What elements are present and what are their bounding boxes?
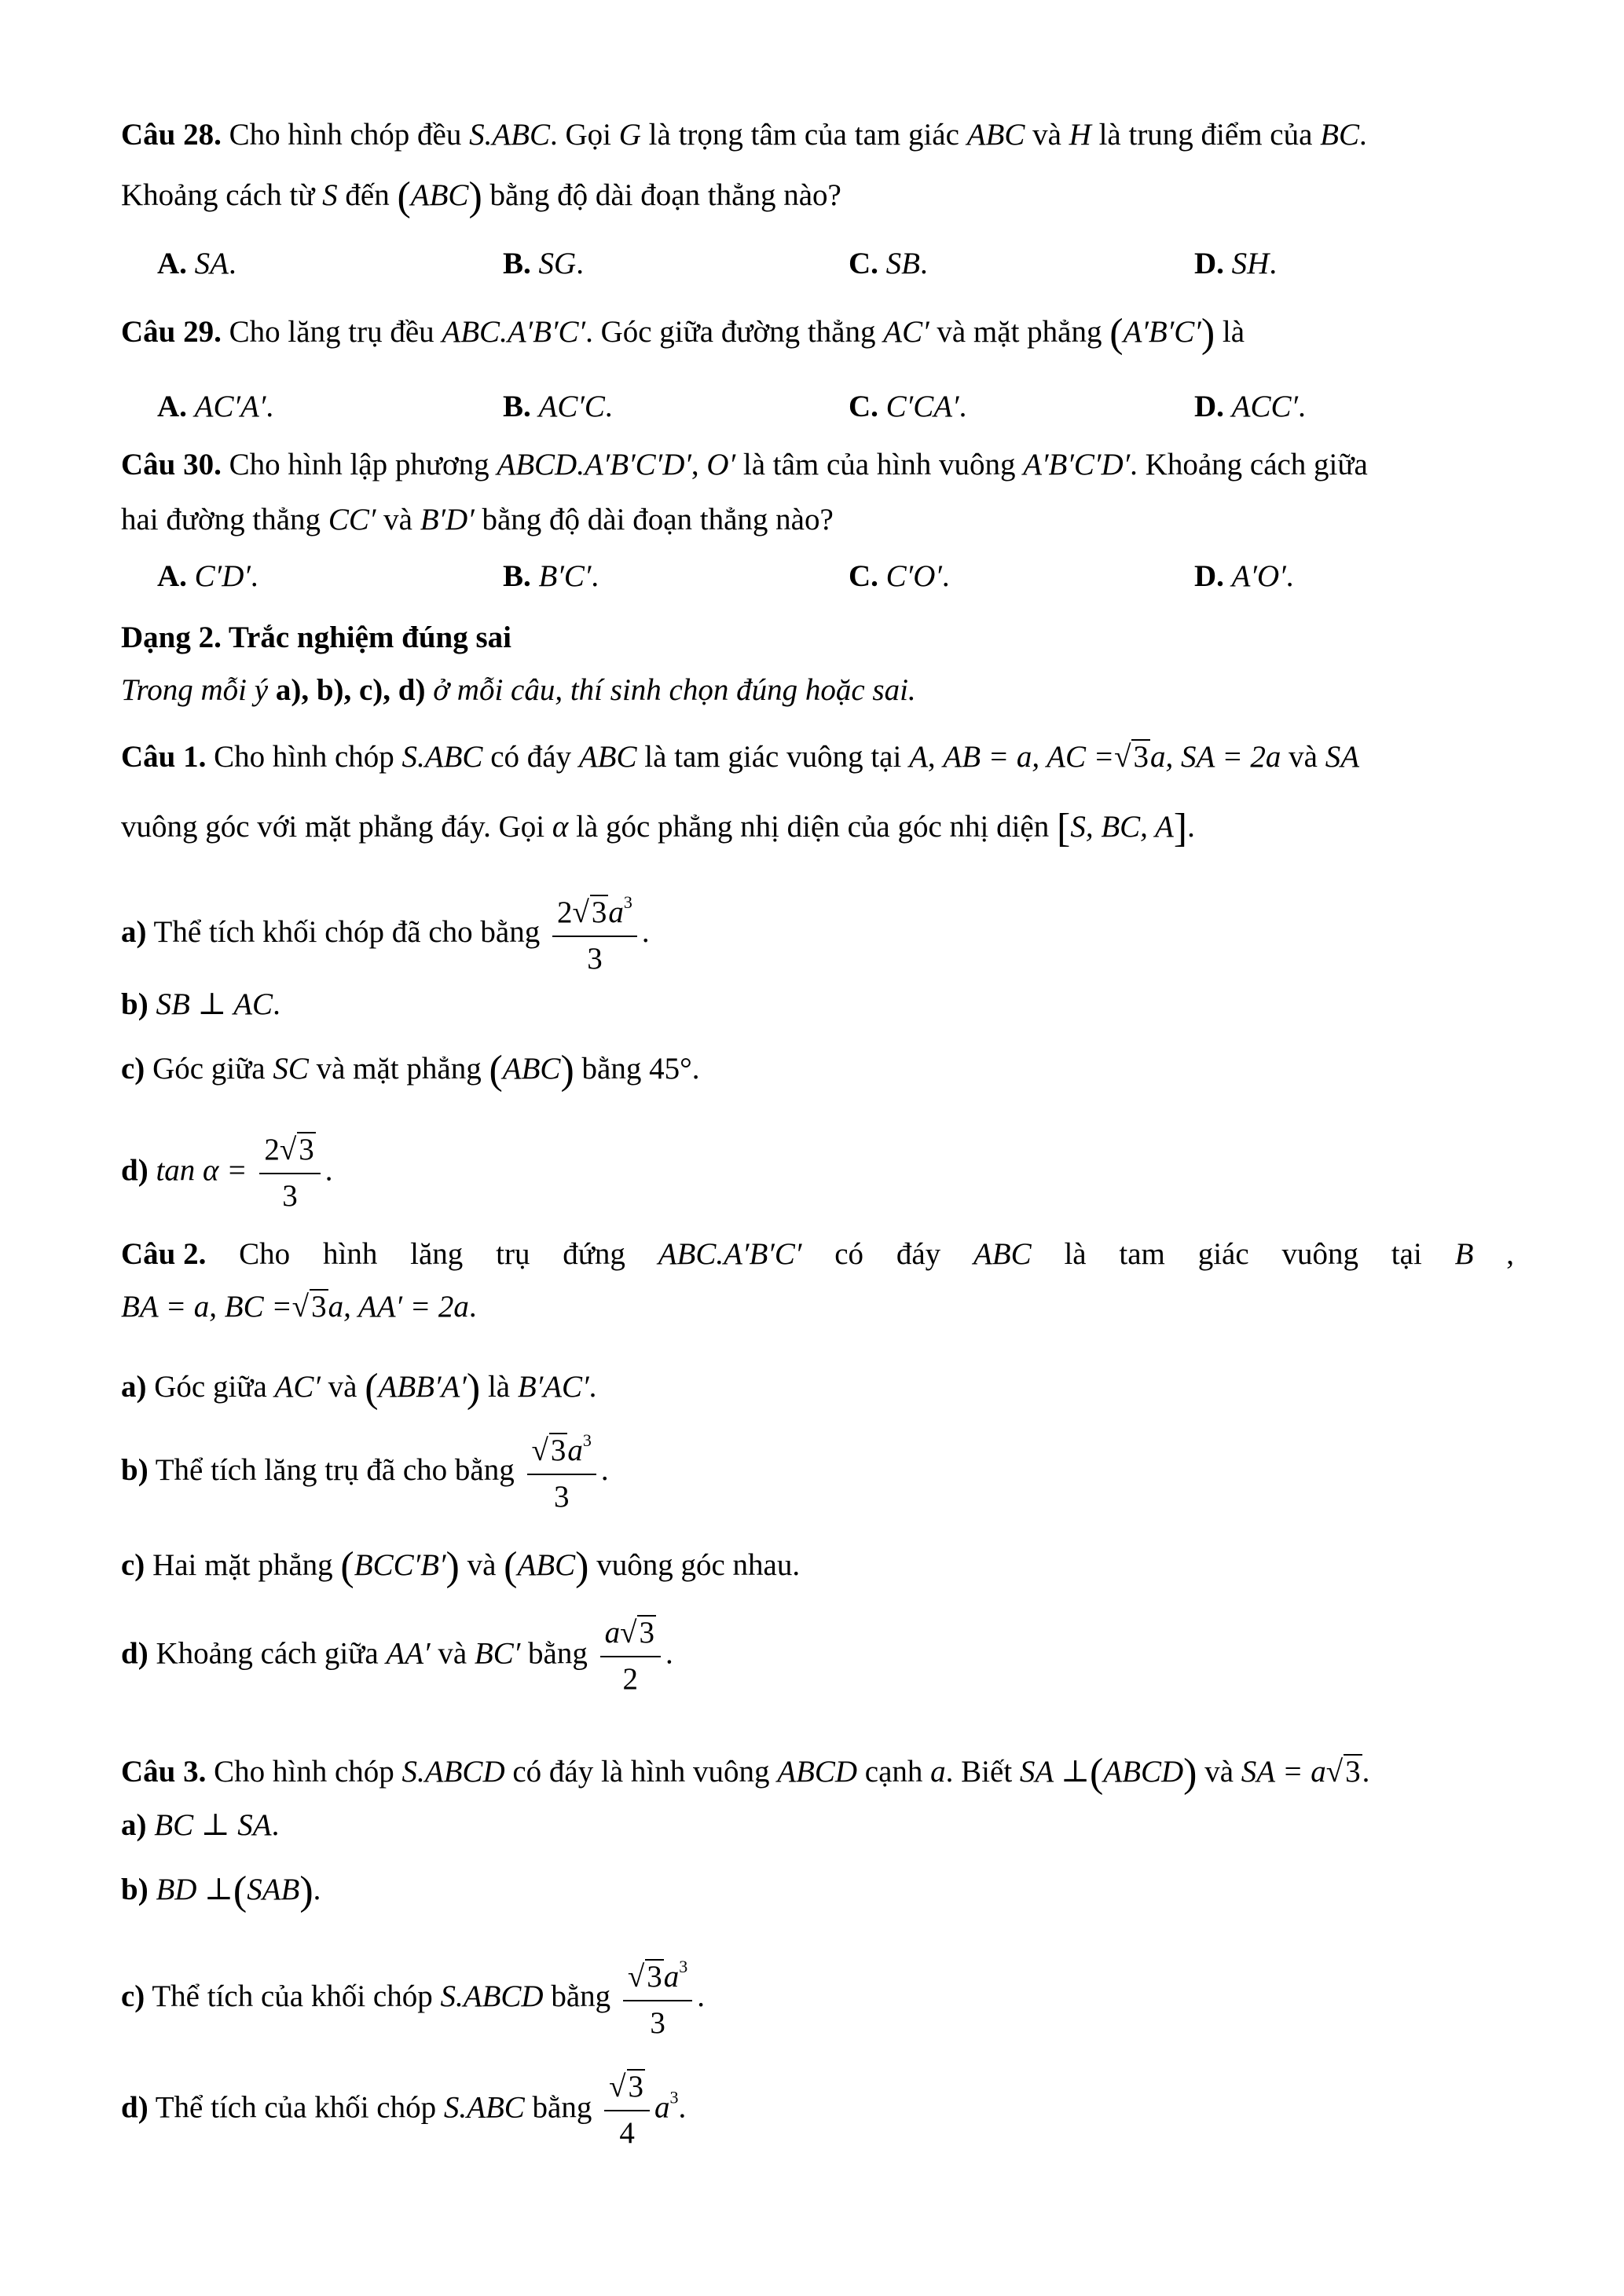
item-expr: BC′ [474,1636,521,1671]
option-key: B. [503,390,531,423]
option-key: B. [503,247,531,280]
item-label: d) [121,1153,148,1188]
section-instructions [121,672,1514,710]
frac-radicand: 3 [299,1133,314,1166]
c2-word: Cho [239,1237,291,1271]
item-text: và [438,1636,467,1671]
item-label: a) [121,1808,147,1842]
q30-line2 [121,501,1514,540]
q28-pyramid: S.ABC [469,118,550,152]
c2-word: lăng [410,1237,464,1271]
q28-option-c[interactable]: C. SB. [849,247,928,280]
item-expr: tan α = [156,1153,247,1188]
c2-vertex: B [1454,1237,1474,1271]
item-expr: S.ABC [443,2090,525,2125]
item-text: Thể tích của khối chóp [155,2090,437,2125]
c3-label: Câu 3. [121,1755,207,1789]
item-text: vuông góc nhau. [596,1548,801,1582]
frac-den: 3 [587,941,603,976]
c3-sa-radicand: 3 [1345,1755,1361,1789]
c3-sa: SA = a [1241,1755,1326,1789]
c3-text: có đáy là hình vuông [512,1755,770,1789]
item-label: c) [121,1979,145,2014]
c1-item-a: a) Thể tích khối chóp đã cho bằng $\frac{2√3a^3}{3}$ . [121,892,1514,979]
c1-alpha: α [552,810,569,844]
item-plane: ABB′A′ [378,1370,467,1404]
item-text: và [328,1370,357,1404]
item-text: và mặt phẳng [316,1052,482,1086]
section-title: Dạng 2. Trắc nghiệm đúng sai [121,621,511,654]
option-value: C′CA′ [885,390,959,423]
q30-text: , [691,448,699,482]
frac-radicand: 3 [550,1434,566,1467]
option-key: A. [157,247,187,280]
option-value: C′D′ [194,559,251,593]
q28-point-g: G [618,118,641,152]
item-expr: AA′ [386,1636,431,1671]
frac-radicand: 3 [639,1616,654,1650]
item-pow: 3 [669,2087,679,2107]
item-plane: SAB [247,1873,300,1906]
q30-line-bd: B′D′ [420,503,475,536]
c3-pyramid: S.ABCD [401,1755,505,1789]
q28-options [157,245,1514,287]
c3-text: cạnh [864,1755,923,1789]
c2-triangle: ABC [973,1237,1032,1271]
c1-edge: SA [1325,740,1360,774]
q30-option-d[interactable]: D. A′O′. [1194,559,1294,593]
q29-text: . Góc giữa đường thẳng [585,315,876,349]
instr-text: ở mỗi câu, thí sinh chọn đúng hoặc sai. [433,673,916,707]
c2-given: a, AA′ = 2a [328,1290,469,1324]
c1-item-d: d) tan α = $\frac{2√3}{3}$ . [121,1131,1514,1216]
item-plane: ABC [517,1548,576,1582]
c2-word: tam [1119,1237,1165,1271]
c2-item-a: a) Góc giữa AC′ và (ABB′A′) là B′AC′. [121,1366,597,1411]
frac-den: 2 [622,1661,639,1696]
instr-items: a), b), c), d) [275,673,426,707]
option-key: D. [1194,247,1224,280]
option-key: D. [1194,559,1224,593]
c1-line1: Câu 1. Cho hình chóp S.ABC có đáy ABC là tam giác vuông tại A, AB = a, AC =√3a, SA = 2a và SA [121,740,1360,774]
q28-text: . Gọi [550,118,611,152]
q28-point-s: S [322,178,338,212]
q28-line1: Câu 28. Cho hình chóp đều S.ABC. Gọi G là trọng tâm của tam giác ABC và H là trung điểm của BC. [121,118,1367,152]
q29-option-d[interactable]: D. ACC′. [1194,390,1306,423]
frac-pow: 3 [582,1430,592,1450]
c2-line1 [121,1236,1514,1274]
q30-cube: ABCD.A′B′C′D′ [497,448,691,482]
c2-word: trụ [496,1237,530,1271]
frac-radicand: 3 [628,2070,644,2104]
c2-word: đứng [563,1237,625,1271]
frac-var: a [608,895,624,929]
frac-radicand: 3 [591,895,607,929]
c2-b-fraction: $\frac{√3a^3}{3}$ [527,1430,596,1517]
q30-options [157,558,1514,600]
c2-label: Câu 2. [121,1237,207,1271]
c1-triangle: ABC [578,740,637,774]
c3-item-b: b) BD ⊥(SAB). [121,1869,321,1913]
c2-item-c: c) Hai mặt phẳng (BCC′B′) và (ABC) vuông góc nhau. [121,1544,801,1589]
c3-perp: SA ⊥ [1019,1755,1090,1789]
c3-item-a: a) BC ⊥ SA. [121,1808,280,1842]
c1-a-fraction: $\frac{2√3a^3}{3}$ [552,892,637,979]
c1-given: a, SA = 2a [1149,740,1281,774]
item-expr: AC′ [274,1370,321,1404]
option-key: D. [1194,390,1224,423]
q30-text: là tâm của hình vuông [742,448,1016,482]
option-value: A′O′ [1231,559,1286,593]
frac-coef: 2 [557,895,573,929]
frac-var: a [567,1434,583,1467]
item-text: Thể tích khối chóp đã cho bằng [153,915,541,950]
c3-c-fraction: $\frac{√3a^3}{3}$ [623,1956,692,2043]
q29-line1: Câu 29. Cho lăng trụ đều ABC.A′B′C′. Góc giữa đường thẳng AC′ và mặt phẳng (A′B′C′) là [121,311,1245,356]
c3-text: và [1204,1755,1234,1789]
item-label: a) [121,915,147,950]
q28-option-b[interactable]: B. SG. [503,247,584,280]
item-text: Thể tích lăng trụ đã cho bằng [155,1453,515,1488]
q29-label: Câu 29. [121,315,222,349]
q30-center: O′ [706,448,736,482]
q28-plane: ABC [410,178,469,212]
q30-text: và [383,503,412,536]
item-text: bằng [532,2090,592,2125]
q29-text: Cho lăng trụ đều [229,315,434,349]
c3-item-d: d) Thể tích của khối chóp S.ABC bằng $\frac{√3}{4}$ $a^3$. [121,2068,1514,2153]
c3-text: . Biết [945,1755,1013,1789]
c2-word: giác [1197,1237,1249,1271]
q29-options [157,388,1514,430]
item-label: c) [121,1052,145,1086]
frac-den: 3 [650,2005,665,2040]
q30-option-b[interactable]: B. B′C′. [503,559,599,593]
q30-text: hai đường thẳng [121,503,321,536]
q29-option-a[interactable]: A. AC′A′. [157,390,274,423]
item-label: b) [121,1453,148,1488]
c2-word: hình [323,1237,378,1271]
frac-coef: 2 [264,1133,280,1166]
c2-given-radicand: 3 [311,1290,327,1324]
option-key: B. [503,559,531,593]
option-key: C. [849,390,878,423]
item-text: Khoảng cách giữa [156,1636,379,1671]
c1-text: là tam giác vuông tại [644,740,902,774]
option-value: SA [194,247,229,280]
item-expr: SB ⊥ AC [156,987,273,1021]
q30-text: . Khoảng cách giữa [1130,448,1368,482]
c2-word: đáy [896,1237,941,1271]
item-text: Thể tích của khối chóp [152,1979,433,2014]
option-value: B′C′ [538,559,592,593]
q30-option-c[interactable]: C. C′O′. [849,559,950,593]
item-label: c) [121,1548,145,1582]
frac-den: 3 [553,1479,570,1514]
q28-text: là trọng tâm của tam giác [648,118,959,152]
item-label: b) [121,987,148,1021]
c1-text: là góc phẳng nhị diện của góc nhị diện [576,810,1050,844]
q30-line1 [121,446,1514,485]
c3-line1: Câu 3. Cho hình chóp S.ABCD có đáy là hình vuông ABCD cạnh a. Biết SA ⊥(ABCD) và SA = a√3. [121,1751,1370,1796]
c2-line2: BA = a, BC =√3a, AA′ = 2a. [121,1290,477,1324]
frac-den: 3 [282,1178,298,1213]
item-expr: BD ⊥ [156,1873,233,1906]
c1-text: có đáy [490,740,572,774]
c3-text: Cho hình chóp [214,1755,394,1789]
option-value: AC′A′ [194,390,266,423]
c2-word: vuông [1281,1237,1358,1271]
q30-line-cc: CC′ [328,503,376,536]
c3-square: ABCD [777,1755,858,1789]
q28-segment-bc: BC [1320,118,1360,152]
c1-item-c: c) Góc giữa SC và mặt phẳng (ABC) bằng 45°. [121,1048,700,1093]
q30-label: Câu 30. [121,448,222,482]
c3-side: a [930,1755,946,1789]
item-expr: SC [273,1052,309,1086]
q28-option-d[interactable]: D. SH. [1194,247,1278,280]
c1-text: Cho hình chóp [214,740,394,774]
c2-item-b: b) Thể tích lăng trụ đã cho bằng $\frac{√3a^3}{3}$ . [121,1430,1514,1517]
option-value: AC′C [538,390,605,423]
c2-given: BA = a, BC = [121,1290,292,1324]
c1-line2: vuông góc với mặt phẳng đáy. Gọi α là góc phẳng nhị diện của góc nhị diện [S, BC, A]. [121,806,1195,851]
item-text: và [467,1548,497,1582]
option-value: SG [538,247,577,280]
option-value: SB [885,247,920,280]
q28-text: là trung điểm của [1098,118,1313,152]
c1-label: Câu 1. [121,740,207,774]
item-value: 45° [649,1052,692,1086]
item-label: a) [121,1370,147,1404]
frac-pow: 3 [679,1957,688,1976]
item-text: bằng [528,1636,588,1671]
q30-text: Cho hình lập phương [229,448,489,482]
item-expr: B′AC′ [517,1370,589,1404]
frac-var: a [604,1616,621,1650]
item-label: b) [121,1873,148,1906]
q29-option-c[interactable]: C. C′CA′. [849,390,967,423]
c2-d-fraction: $\frac{a√3}{2}$ [600,1614,661,1699]
c2-prism: ABC.A′B′C′ [658,1237,802,1271]
c3-plane: ABCD [1103,1755,1184,1789]
item-expr: BC ⊥ SA [154,1808,272,1842]
q28-text: Khoảng cách từ [121,178,315,212]
c1-text: vuông góc với mặt phẳng đáy. Gọi [121,810,545,844]
c1-given: AB = a, AC = [943,740,1115,774]
q29-text: là [1222,315,1245,349]
q28-line2: Khoảng cách từ S đến (ABC) bằng độ dài đoạn thẳng nào? [121,174,841,219]
c2-item-d: d) Khoảng cách giữa AA′ và BC′ bằng $\frac{a√3}{2}$ . [121,1614,1514,1699]
q30-square: A′B′C′D′ [1023,448,1131,482]
option-key: A. [157,390,187,423]
q29-option-b[interactable]: B. AC′C. [503,390,613,423]
option-value: SH [1231,247,1270,280]
item-label: d) [121,2090,148,2125]
q28-text: đến [345,178,390,212]
option-key: A. [157,559,187,593]
frac-den: 4 [619,2115,635,2150]
q30-option-a[interactable]: A. C′D′. [157,559,258,593]
q28-triangle: ABC [966,118,1025,152]
q28-text: bằng độ dài đoạn thẳng nào? [489,178,841,212]
item-text: Góc giữa [152,1052,266,1086]
q28-text: Cho hình chóp đều [229,118,462,152]
item-text: bằng [551,1979,611,2014]
option-value: ACC′ [1231,390,1299,423]
item-label: d) [121,1636,148,1671]
item-text: Góc giữa [154,1370,267,1404]
q28-text: và [1032,118,1061,152]
c1-pyramid: S.ABC [401,740,483,774]
c1-text: và [1289,740,1318,774]
item-expr: S.ABCD [440,1979,544,2014]
instr-text: Trong mỗi ý [121,673,269,707]
c2-word: có [834,1237,864,1271]
frac-pow: 3 [623,892,632,912]
option-key: C. [849,559,878,593]
q30-text: bằng độ dài đoạn thẳng nào? [482,503,834,536]
q29-prism: ABC.A′B′C′ [442,315,586,349]
item-var: a [654,2090,670,2125]
c2-word: là [1064,1237,1087,1271]
q29-text: và mặt phẳng [937,315,1102,349]
item-text: bằng [581,1052,642,1086]
item-text: Hai mặt phẳng [152,1548,333,1582]
c3-d-fraction: $\frac{√3}{4}$ [604,2068,650,2153]
q28-option-a[interactable]: A. SA. [157,247,236,280]
q28-point-h: H [1069,118,1091,152]
c1-d-fraction: $\frac{2√3}{3}$ [259,1131,320,1216]
frac-radicand: 3 [647,1960,662,1994]
item-plane: ABC [502,1052,561,1086]
option-value: C′O′ [885,559,942,593]
q29-plane: A′B′C′ [1123,315,1201,349]
c3-item-c: c) Thể tích của khối chóp S.ABCD bằng $\frac{√3a^3}{3}$ . [121,1956,1514,2043]
c2-word: , [1506,1237,1514,1271]
c2-word: tại [1391,1237,1422,1271]
frac-var: a [663,1960,680,1994]
q28-label: Câu 28. [121,118,222,152]
c1-vertex: A [909,740,928,774]
option-key: C. [849,247,878,280]
c1-item-b: b) SB ⊥ AC. [121,987,280,1021]
q29-line: AC′ [883,315,929,349]
c1-dihedral: S, BC, A [1070,810,1174,844]
item-plane: BCC′B′ [354,1548,446,1582]
c1-given-radicand: 3 [1133,740,1149,774]
item-text: là [487,1370,511,1404]
